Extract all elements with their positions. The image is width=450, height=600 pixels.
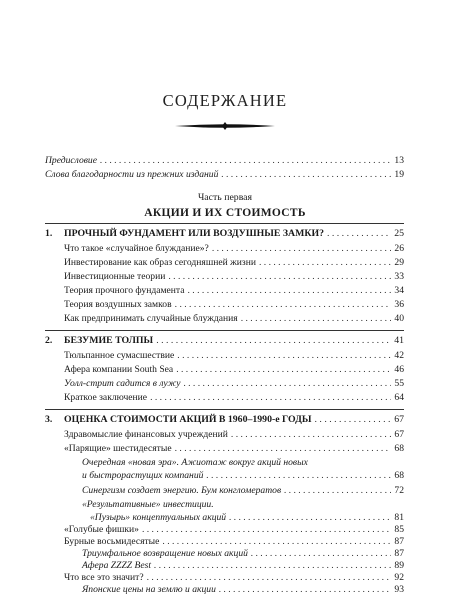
toc-entry-label: Что такое «случайное блуждание»? bbox=[64, 243, 209, 254]
toc-leader-dots bbox=[241, 313, 392, 325]
toc-page-number: 33 bbox=[394, 271, 404, 282]
ornament-divider-icon bbox=[175, 120, 275, 132]
toc-entry-label: Слова благодарности из прежних изданий bbox=[45, 169, 219, 180]
toc-page-number: 89 bbox=[394, 560, 404, 571]
toc-leader-dots bbox=[184, 378, 392, 390]
toc-entry-label: Краткое заключение bbox=[64, 392, 148, 403]
toc-entry-label: Триумфальное возвращение новых акций bbox=[82, 548, 248, 559]
toc-leader-dots bbox=[206, 470, 391, 482]
chapter-divider bbox=[45, 223, 404, 224]
toc-page-number: 55 bbox=[394, 378, 404, 389]
toc-leader-dots bbox=[188, 285, 392, 297]
toc-entry-label: Здравомыслие финансовых учреждений bbox=[64, 429, 228, 440]
toc-entry[interactable] bbox=[64, 299, 404, 311]
toc-entry-label-line1: Очередная «новая эра». Ажиотаж вокруг акций новых bbox=[82, 457, 308, 468]
toc-page-number: 41 bbox=[394, 335, 404, 346]
toc-leader-dots bbox=[251, 548, 391, 560]
toc-leader-dots bbox=[175, 443, 392, 455]
toc-page-number: 85 bbox=[394, 524, 404, 535]
toc-page-number: 19 bbox=[394, 169, 404, 180]
toc-entry-label: Уолл-стрит садится в лужу bbox=[64, 378, 181, 389]
toc-page-number: 46 bbox=[394, 364, 404, 375]
toc-page-number: 67 bbox=[394, 414, 404, 425]
toc-page-number: 72 bbox=[394, 485, 404, 496]
toc-entry-label: Бурные восьмидесятые bbox=[64, 536, 160, 547]
toc-chapter-title: БЕЗУМИЕ ТОЛПЫ bbox=[64, 335, 154, 346]
toc-entry[interactable] bbox=[64, 429, 404, 441]
toc-chapter-2[interactable] bbox=[64, 335, 404, 347]
part-label: Часть первая bbox=[197, 192, 253, 203]
toc-entry[interactable] bbox=[82, 560, 404, 572]
toc-leader-dots bbox=[284, 485, 391, 497]
toc-entry[interactable] bbox=[82, 548, 404, 560]
toc-leader-dots bbox=[150, 392, 391, 404]
toc-leader-dots bbox=[162, 536, 391, 548]
toc-entry[interactable] bbox=[64, 536, 404, 548]
toc-entry-label: Тюльпанное сумасшествие bbox=[64, 350, 175, 361]
toc-page-number: 13 bbox=[394, 155, 404, 166]
toc-entry-acknowledgements[interactable] bbox=[45, 169, 404, 181]
toc-entry[interactable] bbox=[82, 470, 404, 482]
toc-entry[interactable] bbox=[64, 257, 404, 269]
toc-entry[interactable] bbox=[64, 378, 404, 390]
toc-entry-label: и быстрорастущих компаний bbox=[82, 470, 204, 481]
toc-page-number: 40 bbox=[394, 313, 404, 324]
toc-entry-line1 bbox=[82, 499, 404, 511]
toc-page-number: 68 bbox=[394, 470, 404, 481]
toc-entry-label-line1: «Результативные» инвестиции. bbox=[82, 499, 214, 510]
toc-leader-dots bbox=[176, 364, 391, 376]
toc-entry-label: Синергизм создает энергию. Бум конгломератов bbox=[82, 485, 282, 496]
toc-leader-dots bbox=[231, 429, 392, 441]
chapter-divider bbox=[45, 330, 404, 331]
toc-page-number: 87 bbox=[394, 548, 404, 559]
toc-entry-label: «Голубые фишки» bbox=[64, 524, 139, 535]
toc-page-number: 42 bbox=[394, 350, 404, 361]
page-title: СОДЕРЖАНИЕ bbox=[162, 91, 288, 110]
toc-entry-label: Как предпринимать случайные блуждания bbox=[64, 313, 238, 324]
toc-entry[interactable] bbox=[90, 512, 404, 524]
toc-entry-label: Японские цены на землю и акции bbox=[82, 584, 216, 595]
toc-entry-line1 bbox=[82, 457, 404, 469]
toc-leader-dots bbox=[177, 350, 391, 362]
toc-page-number: 34 bbox=[394, 285, 404, 296]
toc-entry[interactable] bbox=[64, 364, 404, 376]
part-title: АКЦИИ И ИХ СТОИМОСТЬ bbox=[144, 207, 306, 219]
toc-leader-dots bbox=[212, 243, 392, 255]
toc-page-number: 36 bbox=[394, 299, 404, 310]
toc-page-number: 68 bbox=[394, 443, 404, 454]
toc-page-number: 92 bbox=[394, 572, 404, 583]
toc-page-number: 87 bbox=[394, 536, 404, 547]
toc-entry[interactable] bbox=[64, 350, 404, 362]
toc-entry[interactable] bbox=[64, 572, 404, 584]
toc-entry-label: Инвестирование как образ сегодняшней жизни bbox=[64, 257, 256, 268]
toc-chapter-title: ОЦЕНКА СТОИМОСТИ АКЦИЙ В 1960–1990-е ГОДЫ bbox=[64, 414, 312, 425]
toc-chapter-3[interactable] bbox=[64, 414, 404, 426]
toc-entry-label: Афера компании South Sea bbox=[64, 364, 174, 375]
toc-leader-dots bbox=[156, 335, 391, 347]
toc-leader-dots bbox=[168, 271, 391, 283]
chapter-divider bbox=[45, 409, 404, 410]
toc-leader-dots bbox=[315, 414, 392, 426]
toc-entry-preface[interactable] bbox=[45, 155, 404, 167]
toc-entry-label: Теория прочного фундамента bbox=[64, 285, 185, 296]
toc-leader-dots bbox=[229, 512, 391, 524]
toc-entry-label: «Пузырь» концептуальных акций bbox=[90, 512, 227, 523]
toc-page-number: 67 bbox=[394, 429, 404, 440]
toc-leader-dots bbox=[259, 257, 391, 269]
toc-entry-label: Теория воздушных замков bbox=[64, 299, 172, 310]
toc-entry[interactable] bbox=[64, 271, 404, 283]
toc-page-number: 25 bbox=[394, 228, 404, 239]
toc-entry[interactable] bbox=[64, 524, 404, 536]
toc-leader-dots bbox=[221, 169, 391, 181]
toc-entry[interactable] bbox=[64, 243, 404, 255]
toc-page-number: 93 bbox=[394, 584, 404, 595]
chapter-number: 3. bbox=[45, 414, 53, 425]
toc-page-number: 64 bbox=[394, 392, 404, 403]
toc-leader-dots bbox=[175, 299, 392, 311]
toc-entry[interactable] bbox=[64, 285, 404, 297]
toc-leader-dots bbox=[100, 155, 391, 167]
toc-entry-label: Предисловие bbox=[45, 155, 97, 166]
toc-entry[interactable] bbox=[82, 485, 404, 497]
toc-entry[interactable] bbox=[64, 443, 404, 455]
toc-chapter-title: ПРОЧНЫЙ ФУНДАМЕНТ ИЛИ ВОЗДУШНЫЕ ЗАМКИ? bbox=[64, 228, 324, 239]
toc-entry-label: Афера ZZZZ Best bbox=[82, 560, 152, 571]
toc-entry[interactable] bbox=[64, 313, 404, 325]
toc-leader-dots bbox=[154, 560, 391, 572]
toc-leader-dots bbox=[327, 228, 391, 240]
toc-chapter-1[interactable] bbox=[64, 228, 404, 240]
toc-leader-dots bbox=[142, 524, 391, 536]
toc-leader-dots bbox=[219, 584, 392, 596]
toc-entry-label: Инвестиционные теории bbox=[64, 271, 166, 282]
toc-leader-dots bbox=[147, 572, 392, 584]
toc-entry[interactable] bbox=[64, 392, 404, 404]
toc-page-number: 29 bbox=[394, 257, 404, 268]
toc-page-number: 26 bbox=[394, 243, 404, 254]
toc-page-number: 81 bbox=[394, 512, 404, 523]
toc-entry[interactable] bbox=[82, 584, 404, 596]
toc-entry-label: «Парящие» шестидесятые bbox=[64, 443, 172, 454]
toc-entry-label: Что все это значит? bbox=[64, 572, 144, 583]
chapter-number: 1. bbox=[45, 228, 53, 239]
chapter-number: 2. bbox=[45, 335, 53, 346]
